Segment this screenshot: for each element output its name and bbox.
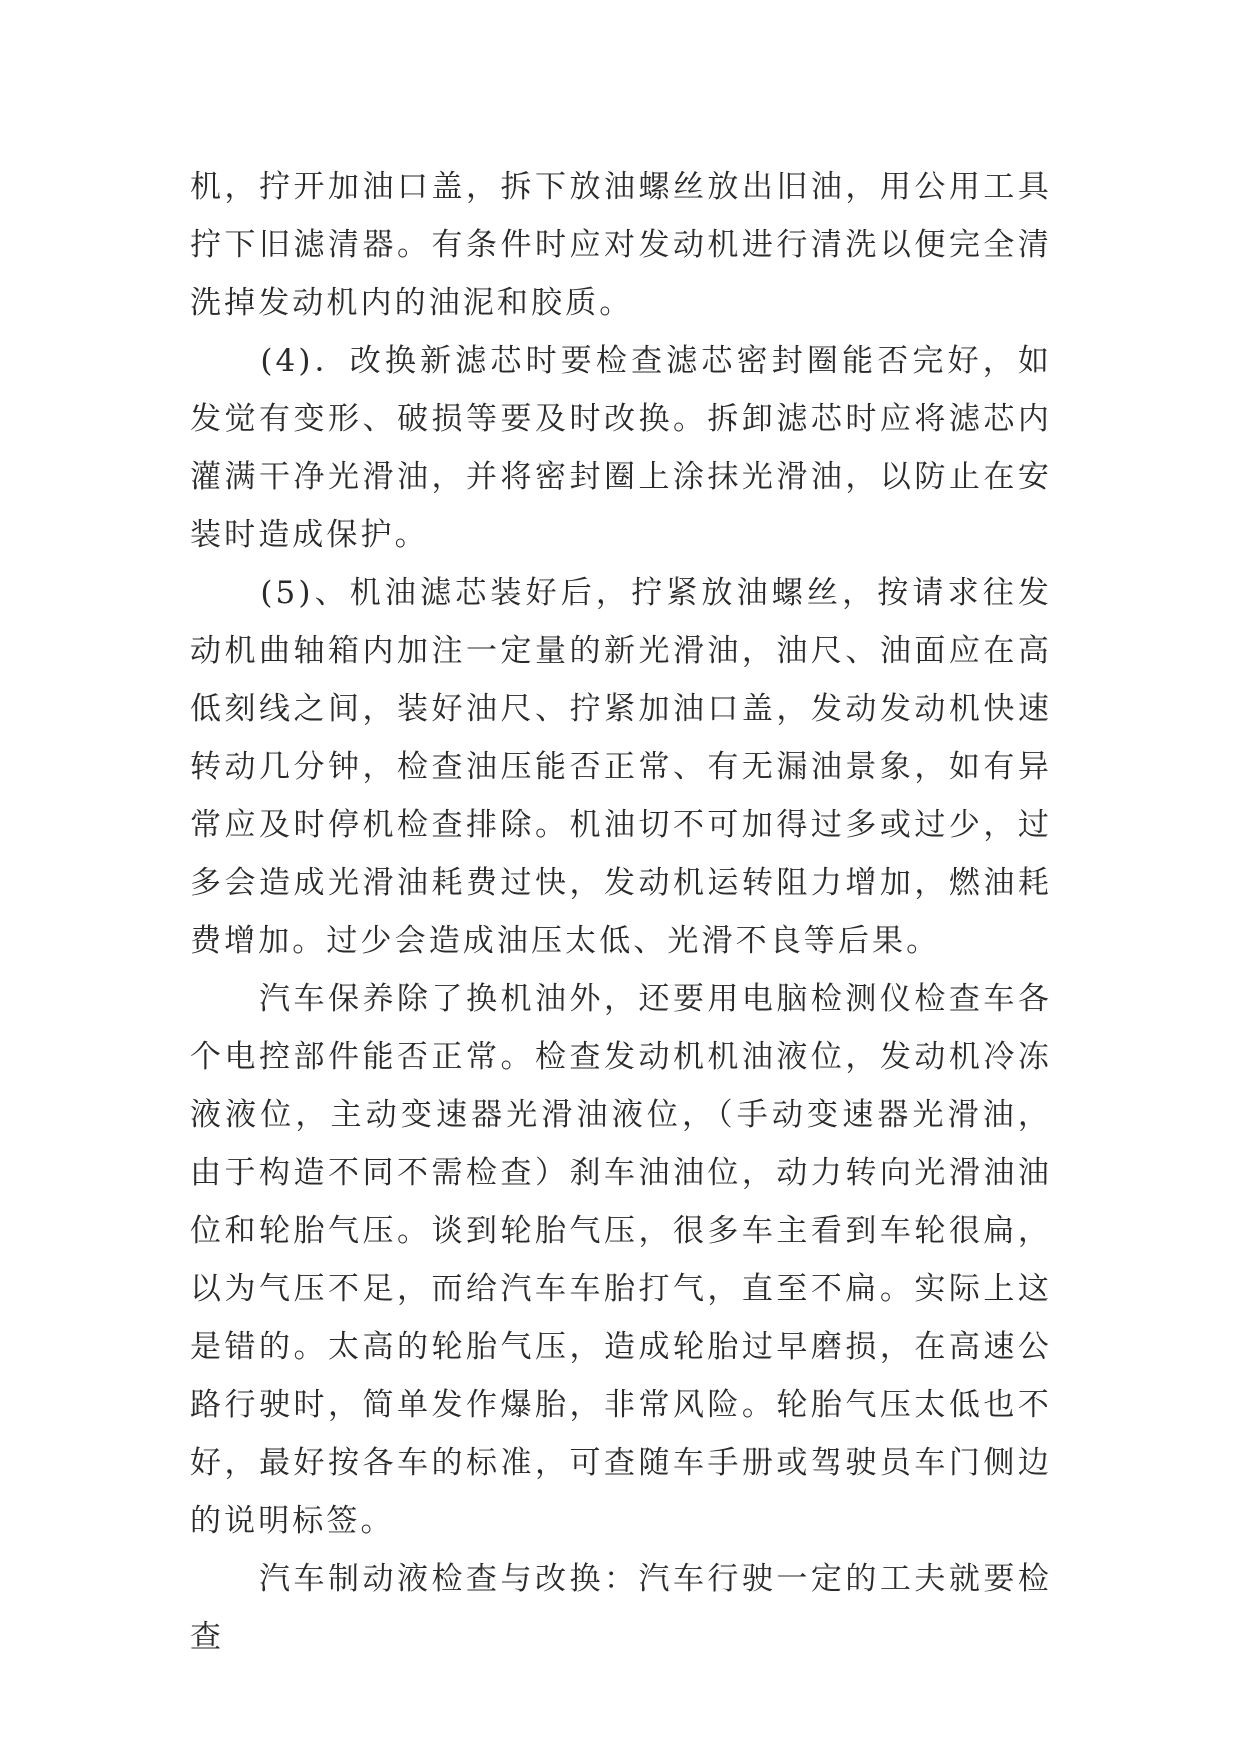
document-body bbox=[190, 158, 1052, 1666]
paragraph-oil-refill: (5)、机油滤芯装好后，拧紧放油螺丝，按请求往发动机曲轴箱内加注一定量的新光滑油，油尺、油面应在高低刻线之间，装好油尺、拧紧加油口盖，发动发动机快速转动几分钟，检查油压能否正常、有无漏油景象，如有异常应及时停机检查排除。机油切不可加得过多或过少，过多会造成光滑油耗费过快，发动机运转阻力增加，燃油耗费增加。过少会造成油压太低、光滑不良等后果。 bbox=[190, 575, 1052, 959]
paragraph-maintenance-checks: 汽车保养除了换机油外，还要用电脑检测仪检查车各个电控部件能否正常。检查发动机机油液位，发动机冷冻液液位，主动变速器光滑油液位，（手动变速器光滑油，由于构造不同不需检查）刹车油油位，动力转向光滑油油位和轮胎气压。谈到轮胎气压，很多车主看到车轮很扁，以为气压不足，而给汽车车胎打气，直至不扁。实际上这是错的。太高的轮胎气压，造成轮胎过早磨损，在高速公路行驶时，简单发作爆胎，非常风险。轮胎气压太低也不好，最好按各车的标准，可查随车手册或驾驶员车门侧边的说明标签。 bbox=[190, 981, 1052, 1539]
paragraph-brake-fluid: 汽车制动液检查与改换：汽车行驶一定的工夫就要检查 bbox=[190, 1561, 1052, 1655]
paragraph-filter-replace: (4)．改换新滤芯时要检查滤芯密封圈能否完好，如发觉有变形、破损等要及时改换。拆卸滤芯时应将滤芯内灌满干净光滑油，并将密封圈上涂抹光滑油，以防止在安装时造成保护。 bbox=[190, 343, 1052, 553]
paragraph-oil-drain: 机，拧开加油口盖，拆下放油螺丝放出旧油，用公用工具拧下旧滤清器。有条件时应对发动机进行清洗以便完全清洗掉发动机内的油泥和胶质。 bbox=[190, 169, 1052, 321]
